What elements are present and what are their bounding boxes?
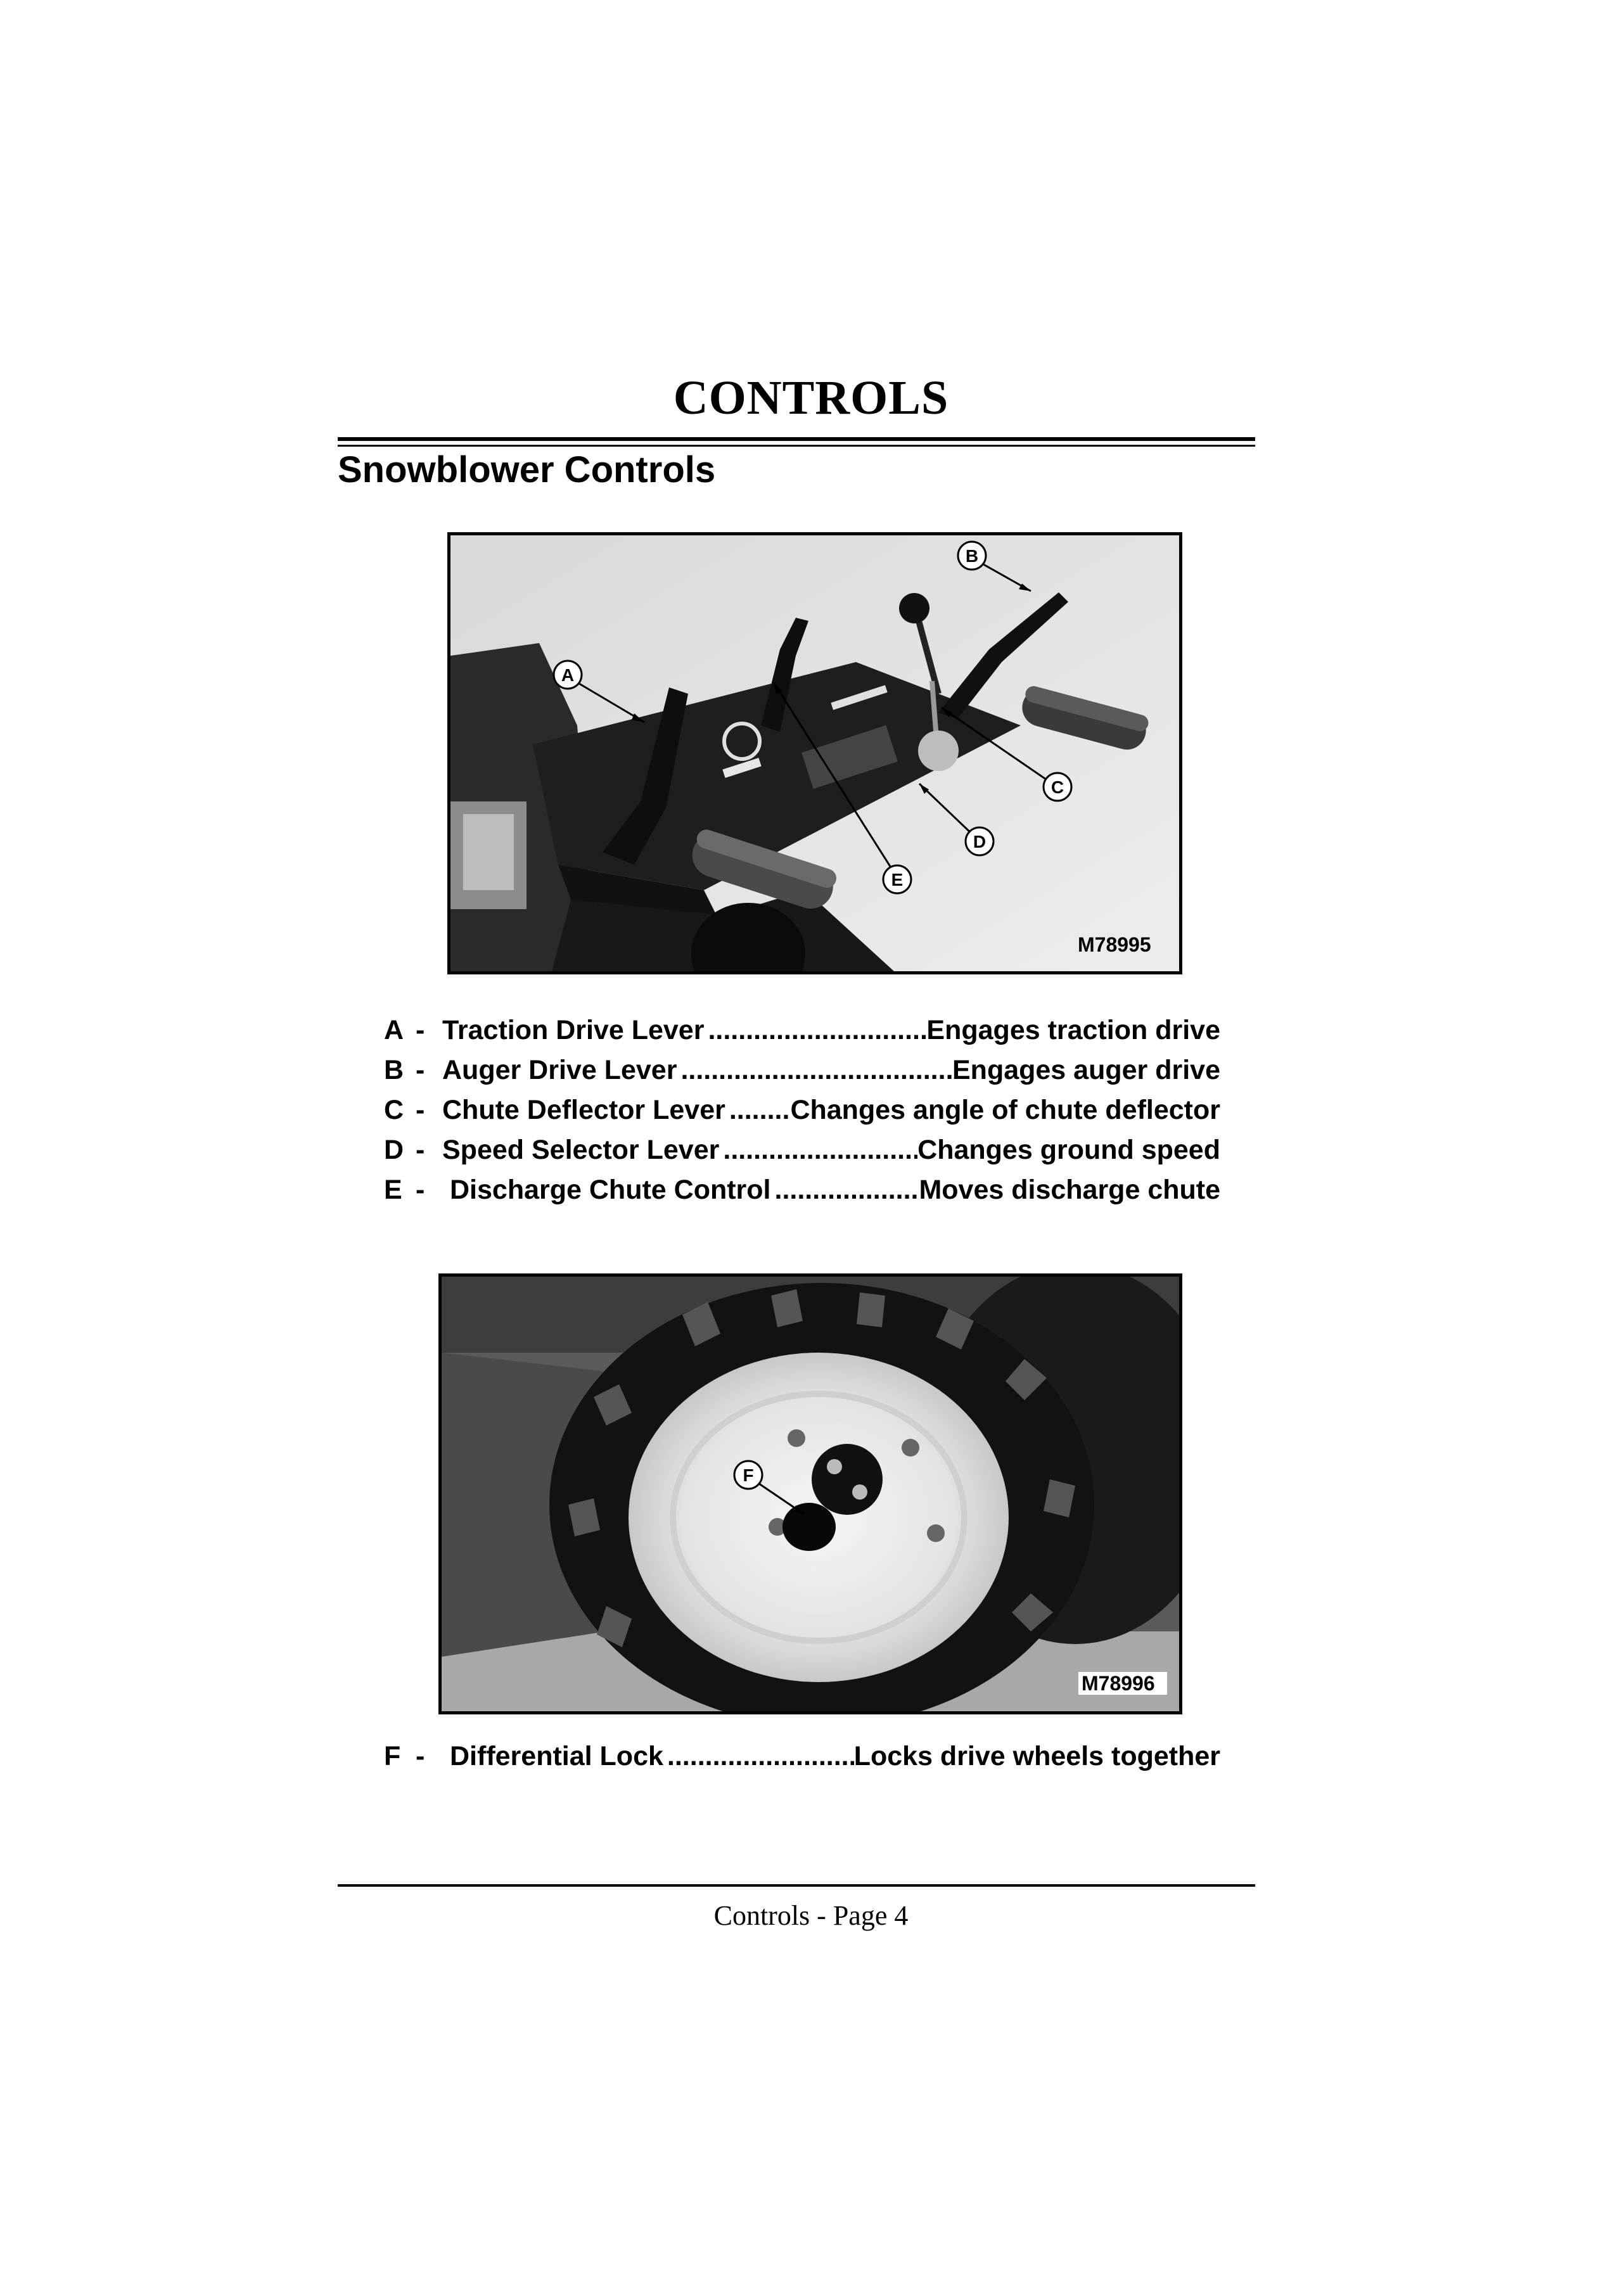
legend-row-f [384, 1741, 1220, 1780]
legend-name: Chute Deflector Lever [442, 1095, 725, 1125]
legend-desc: Changes angle of chute deflector [790, 1095, 1220, 1125]
legend-letter: C [384, 1095, 404, 1125]
legend-row-d [384, 1135, 1220, 1174]
legend-letter: A [384, 1015, 404, 1045]
callout-f: F [743, 1465, 754, 1485]
title-rule-thick [338, 437, 1255, 441]
legend-row-c [384, 1095, 1220, 1134]
differential-legend [384, 1741, 1220, 1782]
legend-letter: D [384, 1135, 404, 1165]
legend-desc: Locks drive wheels together [853, 1741, 1220, 1771]
model-number-tag: M78996 [1082, 1672, 1155, 1695]
legend-name: Speed Selector Lever [442, 1135, 720, 1165]
callout-a: A [561, 665, 575, 685]
callout-e: E [891, 870, 904, 890]
page-title: CONTROLS [673, 371, 949, 424]
legend-name: Discharge Chute Control [450, 1175, 771, 1205]
legend-dash: - [416, 1135, 425, 1165]
legend-letter: F [384, 1741, 401, 1771]
leader-dots [677, 1055, 952, 1086]
legend-row-b [384, 1055, 1220, 1094]
legend-name: Auger Drive Lever [442, 1055, 677, 1085]
callout-d: D [973, 832, 987, 851]
legend-desc: Engages auger drive [952, 1055, 1220, 1085]
leader-dots [771, 1175, 919, 1206]
callout-c: C [1050, 777, 1064, 797]
control-panel-photo [447, 532, 1182, 974]
wheel-photo [438, 1273, 1182, 1714]
legend-dash: - [416, 1055, 425, 1085]
control-panel-illustration [450, 535, 1179, 971]
page-footer: Controls - Page 4 [713, 1900, 909, 1931]
leader-dots [704, 1015, 926, 1046]
legend-dash: - [416, 1015, 425, 1045]
legend-desc: Changes ground speed [917, 1135, 1220, 1165]
legend-name: Traction Drive Lever [442, 1015, 705, 1045]
title-rule-thin [338, 445, 1255, 447]
model-number-tag: M78995 [1078, 933, 1151, 956]
footer-rule [338, 1884, 1255, 1887]
legend-dash: - [416, 1095, 425, 1125]
leader-dots [725, 1095, 791, 1126]
legend-row-a [384, 1015, 1220, 1054]
section-title: Snowblower Controls [338, 449, 716, 490]
leader-dots [663, 1741, 854, 1772]
controls-legend [384, 1015, 1220, 1218]
legend-letter: B [384, 1055, 404, 1085]
legend-letter: E [384, 1175, 402, 1205]
leader-dots [719, 1135, 917, 1166]
callout-b: B [965, 546, 979, 566]
legend-row-e [384, 1175, 1220, 1214]
legend-desc: Engages traction drive [926, 1015, 1220, 1045]
legend-dash: - [416, 1741, 425, 1771]
legend-dash: - [416, 1175, 425, 1205]
wheel-illustration [442, 1277, 1179, 1711]
legend-name: Differential Lock [450, 1741, 663, 1771]
legend-desc: Moves discharge chute [919, 1175, 1220, 1205]
